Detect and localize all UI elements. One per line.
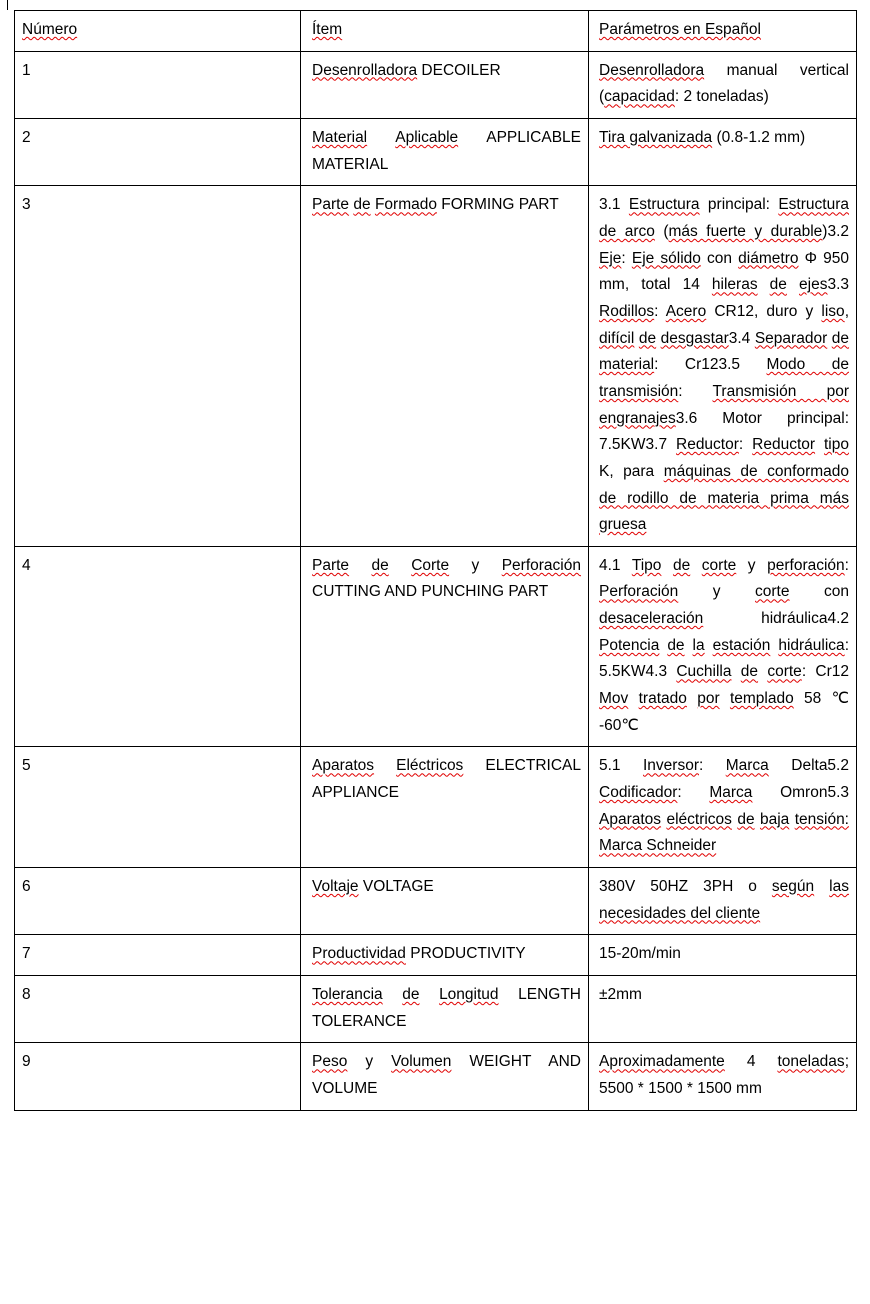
row-item: Desenrolladora DECOILER bbox=[301, 51, 589, 118]
row-number: 2 bbox=[15, 118, 301, 185]
row-parameters: ±2mm bbox=[589, 976, 857, 1043]
row-parameters: 3.1 Estructura principal: Estructura de arco (más fuerte y durable)3.2 Eje: Eje sólido con diámetro Φ 950 mm, total 14 hileras de ejes3.3 Rodillos: Acero CR12, duro y liso, difícil de desgastar3.4 Separador de material: Cr123.5 Modo de transmisión: Transmisión por engranajes3.6 Motor principal: 7.5KW3.7 Reductor: Reductor tipo K, para máquinas de conformado de rodillo de materia prima más gruesa bbox=[589, 186, 857, 547]
table-row bbox=[15, 118, 857, 185]
row-item: Parte de Corte y Perforación CUTTING AND PUNCHING PART bbox=[301, 546, 589, 747]
row-number: 4 bbox=[15, 546, 301, 747]
row-parameters: 380V 50HZ 3PH o según las necesidades del cliente bbox=[589, 868, 857, 935]
row-number: 1 bbox=[15, 51, 301, 118]
row-item: Peso y Volumen WEIGHT AND VOLUME bbox=[301, 1043, 589, 1110]
row-item: Aparatos Eléctricos ELECTRICAL APPLIANCE bbox=[301, 747, 589, 868]
row-number: 7 bbox=[15, 935, 301, 976]
table-row bbox=[15, 747, 857, 868]
table-row bbox=[15, 868, 857, 935]
row-item: Parte de Formado FORMING PART bbox=[301, 186, 589, 547]
column-header-item: Ítem bbox=[301, 11, 589, 52]
table-row bbox=[15, 546, 857, 747]
row-number: 6 bbox=[15, 868, 301, 935]
row-item: Productividad PRODUCTIVITY bbox=[301, 935, 589, 976]
table-header-row bbox=[15, 11, 857, 52]
row-parameters: 4.1 Tipo de corte y perforación: Perforación y corte con desaceleración hidráulica4.2 Potencia de la estación hidráulica: 5.5KW4.3 Cuchilla de corte: Cr12 Mov tratado por templado 58 ℃ -60℃ bbox=[589, 546, 857, 747]
row-number: 8 bbox=[15, 976, 301, 1043]
column-header-numero: Número bbox=[15, 11, 301, 52]
table-row bbox=[15, 935, 857, 976]
row-parameters: 15-20m/min bbox=[589, 935, 857, 976]
table-row bbox=[15, 1043, 857, 1110]
specification-table bbox=[14, 10, 857, 1111]
row-number: 9 bbox=[15, 1043, 301, 1110]
row-item: Material Aplicable APPLICABLE MATERIAL bbox=[301, 118, 589, 185]
row-parameters: 5.1 Inversor: Marca Delta5.2 Codificador: Marca Omron5.3 Aparatos eléctricos de baja tensión: Marca Schneider bbox=[589, 747, 857, 868]
row-number: 3 bbox=[15, 186, 301, 547]
table-row bbox=[15, 186, 857, 547]
table-row bbox=[15, 976, 857, 1043]
row-parameters: Tira galvanizada (0.8-1.2 mm) bbox=[589, 118, 857, 185]
column-header-parametros: Parámetros en Español bbox=[589, 11, 857, 52]
row-item: Voltaje VOLTAGE bbox=[301, 868, 589, 935]
text-caret bbox=[7, 0, 8, 10]
row-parameters: Aproximadamente 4 toneladas; 5500 * 1500 * 1500 mm bbox=[589, 1043, 857, 1110]
row-parameters: Desenrolladora manual vertical (capacidad: 2 toneladas) bbox=[589, 51, 857, 118]
row-number: 5 bbox=[15, 747, 301, 868]
row-item: Tolerancia de Longitud LENGTH TOLERANCE bbox=[301, 976, 589, 1043]
table-row bbox=[15, 51, 857, 118]
